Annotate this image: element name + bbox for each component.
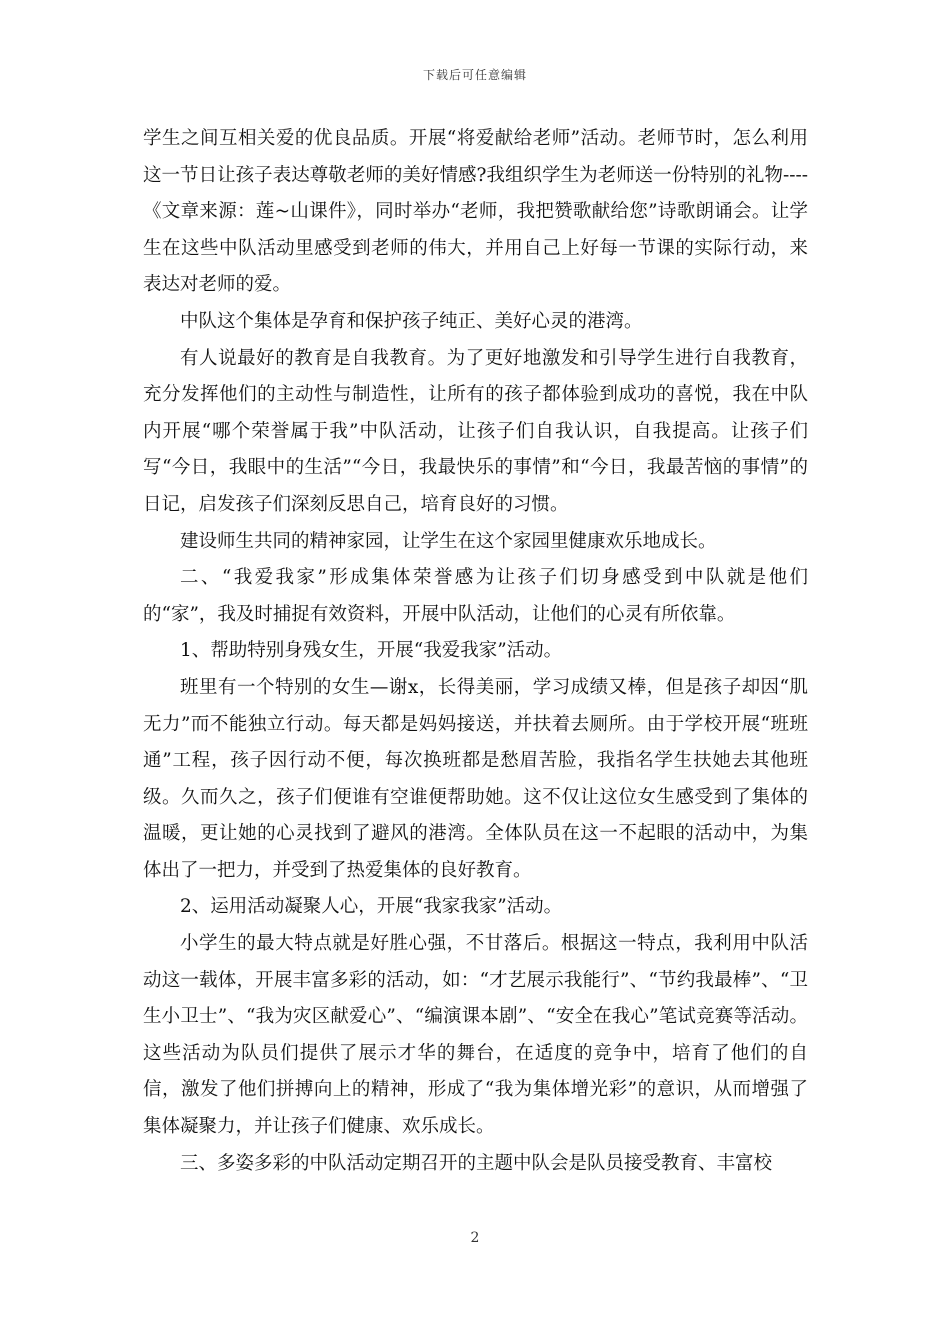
paragraph: 中队这个集体是孕育和保护孩子纯正、美好心灵的港湾。 (180, 310, 643, 332)
body-text (143, 121, 808, 1182)
paragraph: 小学生的最大特点就是好胜心强，不甘落后。根据这一特点，我利用中队活动这一载体，开展丰富多彩的活动，如：“才艺展示我能行”、“节约我最棒”、“卫生小卫士”、“我为灾区献爱心”、“编演课本剧”、“安全在我心”笔试竞赛等活动。这些活动为队员们提供了展示才华的舞台，在适度的竞争中，培育了他们的自信，激发了他们拼搏向上的精神，形成了“我为集体增光彩”的意识，从而增强了集体凝聚力，并让孩子们健康、欢乐成长。 (143, 933, 808, 1138)
subheading-paragraph: 1、帮助特别身残女生，开展“我爱我家”活动。 (180, 640, 563, 662)
paragraph: 有人说最好的教育是自我教育。为了更好地激发和引导学生进行自我教育，充分发挥他们的主动性与制造性，让所有的孩子都体验到成功的喜悦，我在中队内开展“哪个荣誉属于我”中队活动，让孩子们自我认识，自我提高。让孩子们写“今日，我眼中的生活”“今日，我最快乐的事情”和“今日，我最苦恼的事情”的日记，启发孩子们深刻反思自己，培育良好的习惯。 (143, 347, 808, 515)
paragraph: 建设师生共同的精神家园，让学生在这个家园里健康欢乐地成长。 (180, 530, 717, 552)
page-header: 下载后可任意编辑 (422, 68, 527, 82)
paragraph: 班里有一个特别的女生—谢x，长得美丽，学习成绩又棒，但是孩子却因“肌无力”而不能独立行动。每天都是妈妈接送，并扶着去厕所。由于学校开展“班班通”工程，孩子因行动不便，每次换班都是愁眉苦脸，我指名学生扶她去其他班级。久而久之，孩子们便谁有空谁便帮助她。这不仅让这位女生感受到了集体的温暖，更让她的心灵找到了避风的港湾。全体队员在这一不起眼的活动中，为集体出了一把力，并受到了热爱集体的良好教育。 (143, 676, 808, 881)
section-heading-paragraph: 二、“我爱我家”形成集体荣誉感为让孩子们切身感受到中队就是他们的“家”，我及时捕捉有效资料，开展中队活动，让他们的心灵有所依靠。 (143, 567, 808, 625)
page-number: 2 (470, 1230, 480, 1246)
section-heading-paragraph: 三、多姿多彩的中队活动定期召开的主题中队会是队员接受教育、丰富校 (180, 1152, 773, 1174)
paragraph: 学生之间互相关爱的优良品质。开展“将爱献给老师”活动。老师节时，怎么利用这一节日让孩子表达尊敬老师的美好情感?我组织学生为老师送一份特别的礼物----《文章来源：莲~山课件》，同时举办“老师，我把赞歌献给您”诗歌朗诵会。让学生在这些中队活动里感受到老师的伟大，并用自己上好每一节课的实际行动，来表达对老师的爱。 (143, 128, 808, 296)
subheading-paragraph: 2、运用活动凝聚人心，开展“我家我家”活动。 (180, 896, 563, 918)
